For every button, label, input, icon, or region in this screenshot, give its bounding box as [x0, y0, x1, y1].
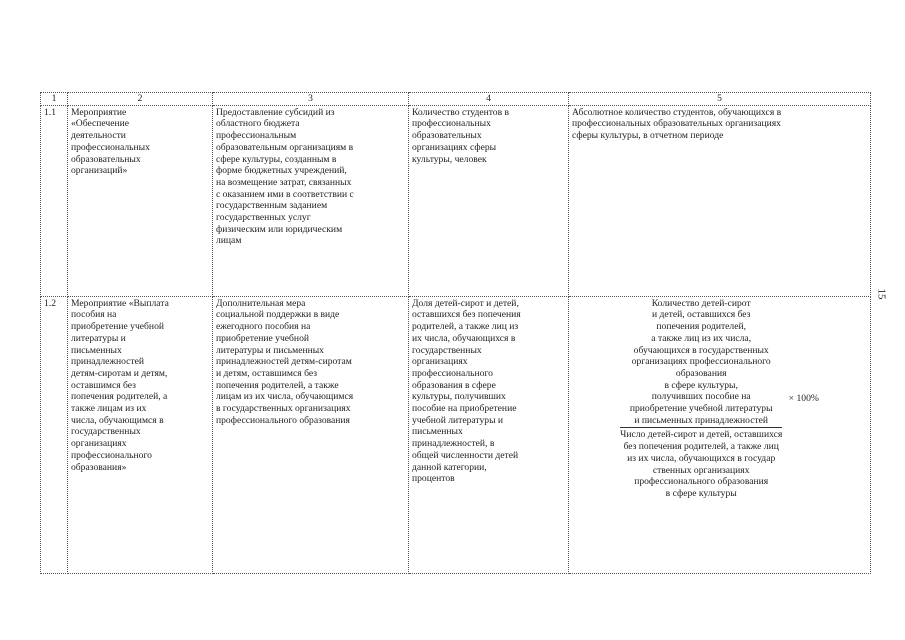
header-cell: 3 [213, 93, 409, 106]
row-number: 1.2 [41, 296, 68, 573]
event-cell: Мероприятие «Обеспечение деятельности профессиональных образовательных организаций» [68, 105, 213, 296]
formula-multiplier: × 100% [788, 392, 819, 404]
description-cell: Предоставление субсидий из областного бюджета профессиональным образовательным организациям в сфере культуры, созданным в форме бюджетных учреждений, на возмещение затрат, связанных с оказанием ими в соответствии с государственным заданием государственных услуг физическим или юридическим лицам [213, 105, 409, 296]
page-number: 15 [875, 288, 888, 300]
header-cell: 4 [409, 93, 569, 106]
header-cell: 5 [569, 93, 871, 106]
indicator-cell: Доля детей-сирот и детей, оставшихся без попечения родителей, а также лиц из их числа, обучающихся в государственных организациях профессионального образования в сфере культуры, получивших пособие на приобретение учебной литературы и письменных принадлежностей, в общей численности детей данной категории, процентов [409, 296, 569, 573]
formula-numerator: Количество детей-сирот и детей, оставшихся без попечения родителей, а также лиц из их числа, обучающихся в государственных организациях профессионального образования в сфере культуры, получивших пособие на приобретение учебной литературы и письменных принадлежностей [620, 298, 782, 429]
indicators-table [40, 92, 871, 574]
row-number: 1.1 [41, 105, 68, 296]
header-cell: 2 [68, 93, 213, 106]
event-cell: Мероприятие «Выплата пособия на приобретение учебной литературы и письменных принадлежностей детям-сиротам и детям, оставшимся без попечения родителей, а также лицам из их числа, обучающимся в государственных организациях профессионального образования» [68, 296, 213, 573]
table-row [41, 296, 871, 573]
table-header-row [41, 93, 871, 106]
formula-cell [569, 296, 871, 573]
formula-denominator: Число детей-сирот и детей, оставшихся без попечения родителей, а также лиц из их числа, обучающихся в государ ственных организациях профессионального образования в сфере культуры [620, 429, 783, 499]
indicator-cell: Количество студентов в профессиональных образовательных организациях сферы культуры, человек [409, 105, 569, 296]
method-cell: Абсолютное количество студентов, обучающихся в профессиональных образовательных организациях сферы культуры, в отчетном периоде [569, 105, 871, 296]
table-row [41, 105, 871, 296]
header-cell: 1 [41, 93, 68, 106]
description-cell: Дополнительная мера социальной поддержки в виде ежегодного пособия на приобретение учебной литературы и письменных принадлежностей детям-сиротам и детям, оставшимся без попечения родителей, а также лицам из их числа, обучающимся в государственных организациях профессионального образования [213, 296, 409, 573]
formula-fraction [620, 298, 782, 500]
